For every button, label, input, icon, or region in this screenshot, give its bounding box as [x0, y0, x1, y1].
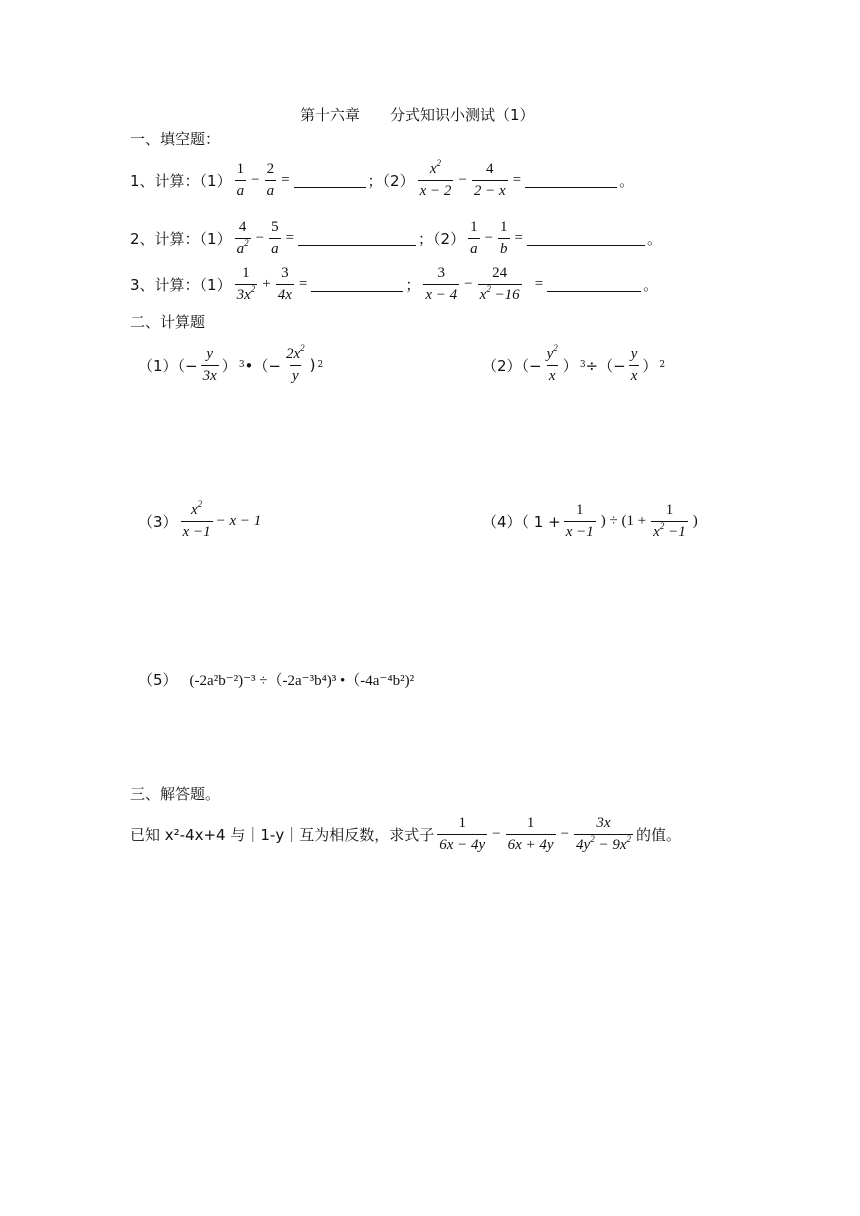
answer-blank-1-1[interactable] — [294, 173, 366, 188]
question-3-sep: ； — [405, 275, 421, 294]
problem-2-div: ÷（− — [585, 356, 626, 375]
question-3: 3、计算：（1） $\frac{1}{3x^2}$ + $\frac{3}{4x}$ = ； $\frac{3}{x - 4}$ − $\frac{24}{x^2 -16}$ = 。 — [130, 264, 659, 303]
problem-5-label: （5） — [138, 670, 178, 689]
final-question-prefix: 已知 x²-4x+4 与｜1-y｜互为相反数，求式子 — [130, 825, 435, 844]
problem-4-label: （4）（ 1 + — [482, 512, 561, 531]
final-question-suffix: 的值。 — [635, 825, 681, 844]
question-2-end: 。 — [647, 229, 663, 248]
fraction-2-over-a: $\frac{2}{a}$ — [266, 160, 275, 199]
problem-5-expression: (-2a²b⁻²)⁻³ ÷（-2a⁻³b⁴)³ •（-4a⁻⁴b²)² — [189, 672, 415, 689]
problem-1-exp1: 3 — [238, 360, 245, 370]
fraction-y2-over-x: $\frac{y^2}{x}$ — [546, 342, 558, 384]
section-fill-blank-heading: 一、填空题： — [130, 130, 221, 148]
question-1-end: 。 — [619, 171, 635, 190]
fraction-2x2-over-y: $\frac{2x^2}{y}$ — [285, 342, 305, 384]
problem-3-tail: − x − 1 — [215, 512, 262, 529]
fraction-5-over-a: $\frac{5}{a}$ — [271, 218, 279, 257]
fraction-24-over-x2-16: $\frac{24}{x^2 -16}$ — [479, 264, 520, 303]
question-2-sep: ；（2） — [418, 229, 466, 248]
problem-1: （1）（− $\frac{y}{3x}$ ） 3 •（− $\frac{2x^2}{y}$ ) 2 — [138, 342, 324, 384]
fraction-1-over-6x-4y: $\frac{1}{6x - 4y}$ — [439, 814, 486, 853]
final-question: 已知 x²-4x+4 与｜1-y｜互为相反数，求式子 $\frac{1}{6x - 4y}$ − $\frac{1}{6x + 4y}$ − $\frac{3x}{4y^2 - 9x^2}$ 的值。 — [130, 814, 681, 853]
question-2: 2、计算：（1） $\frac{4}{a^2}$ − $\frac{5}{a}$ = ；（2） $\frac{1}{a}$ − $\frac{1}{b}$ = 。 — [130, 218, 663, 257]
problem-2: （2）（− $\frac{y^2}{x}$ ） 3 ÷（− $\frac{y}{x}$ ） 2 — [482, 342, 666, 384]
fraction-x2-over-x-2: $\frac{x^2}{x - 2}$ — [419, 157, 452, 199]
problem-5 — [138, 668, 414, 690]
fraction-3x-over-4y2-9x2: $\frac{3x}{4y^2 - 9x^2}$ — [576, 814, 631, 853]
question-1-label: 1、计算：（1） — [130, 171, 232, 190]
question-1: 1、计算：（1） $\frac{1}{a}$ − $\frac{2}{a}$ = ；（2） $\frac{x^2}{x - 2}$ − $\frac{4}{2 - x}$ = 。 — [130, 157, 635, 199]
answer-blank-2-1[interactable] — [298, 231, 416, 246]
answer-blank-3-2[interactable] — [547, 277, 641, 292]
problem-2-exp1: 3 — [579, 360, 586, 370]
problem-4-end: ) — [692, 512, 698, 529]
problem-2-exp2: 2 — [659, 360, 666, 370]
problem-4-mid: ) ÷ (1 + — [600, 512, 647, 529]
fraction-1-over-a: $\frac{1}{a}$ — [236, 160, 245, 199]
fraction-y-over-3x: $\frac{y}{3x}$ — [202, 345, 217, 384]
section-calculation-heading: 二、计算题 — [130, 313, 206, 331]
page-title: 第十六章 分式知识小测试（1） — [300, 106, 535, 124]
fraction-1-over-6x-plus-4y: $\frac{1}{6x + 4y}$ — [507, 814, 554, 853]
problem-3 — [138, 500, 261, 542]
problem-3-label: （3） — [138, 512, 178, 531]
question-3-end: 。 — [643, 275, 659, 294]
section-answer-heading: 三、解答题。 — [130, 785, 221, 803]
question-1-sep: ；（2） — [367, 171, 415, 190]
fraction-4-over-2-x: $\frac{4}{2 - x}$ — [473, 160, 506, 199]
answer-blank-2-2[interactable] — [527, 231, 645, 246]
problem-1-mid: •（− — [244, 356, 281, 375]
answer-blank-3-1[interactable] — [311, 277, 403, 292]
fraction-3-over-4x: $\frac{3}{4x}$ — [277, 264, 292, 303]
fraction-1-over-x-1: $\frac{1}{x -1}$ — [565, 501, 594, 540]
fraction-4-over-a2: $\frac{4}{a^2}$ — [236, 218, 249, 257]
question-2-label: 2、计算：（1） — [130, 229, 232, 248]
question-3-label: 3、计算：（1） — [130, 275, 232, 294]
problem-4 — [482, 500, 700, 542]
fraction-1-over-3x2: $\frac{1}{3x^2}$ — [236, 264, 256, 303]
fraction-1-over-a-b: $\frac{1}{a}$ — [470, 218, 478, 257]
fraction-x2-over-x-1: $\frac{x^2}{x -1}$ — [182, 498, 211, 540]
problem-1-label: （1）（− — [138, 356, 198, 375]
problem-1-exp2: 2 — [317, 360, 324, 370]
fraction-y-over-x: $\frac{y}{x}$ — [630, 345, 638, 384]
answer-blank-1-2[interactable] — [525, 173, 617, 188]
fraction-1-over-x2-1: $\frac{1}{x^2 -1}$ — [653, 501, 686, 540]
fraction-1-over-b: $\frac{1}{b}$ — [500, 218, 508, 257]
problem-2-label: （2）（− — [482, 356, 542, 375]
fraction-3-over-x-4: $\frac{3}{x - 4}$ — [425, 264, 458, 303]
